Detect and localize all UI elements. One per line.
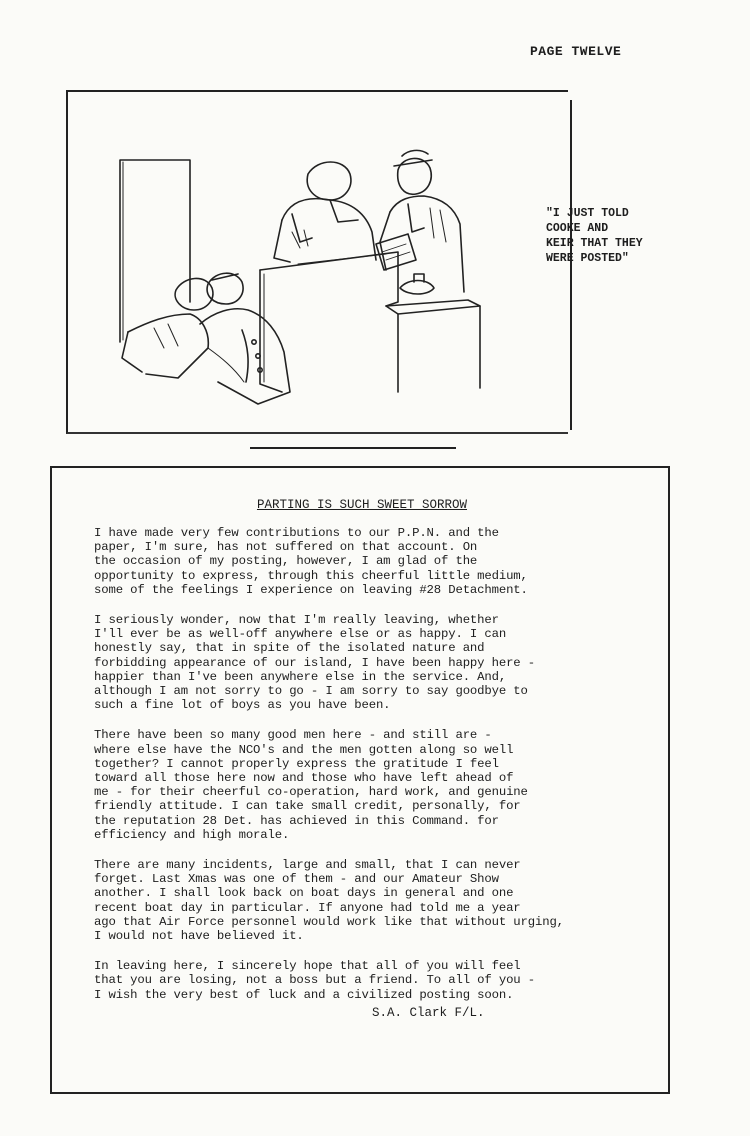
article-paragraph: I seriously wonder, now that I'm really leaving, whether I'll ever be as well-off anywhere else or as happy. I can honestly say, that in spite of the isolated nature and forbidding appearance of our island, I have been happy here - happier than I've been anywhere else in the service. And, although I am not sorry to go - I am sorry to say goodbye to such a fine lot of boys as you have been.	[94, 613, 535, 713]
article-body	[94, 526, 639, 1018]
article-paragraph: There have been so many good men here - and still are - where else have the NCO's and the men gotten along so well together? I cannot properly express the gratitude I feel toward all those here now and those who have left ahead of me - for their cheerful co-operation, hard work, and genuine friendly attitude. I can take small credit, personally, for the reputation 28 Det. has achieved in this Command. for efficiency and high morale.	[94, 728, 528, 842]
cartoon-caption: "I JUST TOLD COOKE AND KEIR THAT THEY WERE POSTED"	[546, 207, 643, 265]
article-paragraph: There are many incidents, large and small, that I can never forget. Last Xmas was one of them - and our Amateur Show another. I shall look back on boat days in general and one recent boat day in particular. If anyone had told me a year ago that Air Force personnel would work like that without urging, I would not have believed it.	[94, 858, 564, 944]
cartoon-illustration	[68, 92, 568, 432]
article-box	[50, 466, 670, 1094]
signature: S.A. Clark F/L.	[372, 1006, 485, 1020]
article-paragraph: In leaving here, I sincerely hope that all of you will feel that you are losing, not a boss but a friend. To all of you - I wish the very best of luck and a civilized posting soon.	[94, 959, 535, 1002]
article-paragraph: I have made very few contributions to our P.P.N. and the paper, I'm sure, has not suffered on that account. On the occasion of my posting, however, I am glad of the opportunity to express, through this cheerful little medium, some of the feelings I experience on leaving #28 Detachment.	[94, 526, 528, 597]
article-title: PARTING IS SUCH SWEET SORROW	[256, 498, 468, 512]
section-divider	[250, 447, 456, 449]
cartoon-frame	[66, 90, 568, 434]
page-number: PAGE TWELVE	[530, 44, 622, 59]
